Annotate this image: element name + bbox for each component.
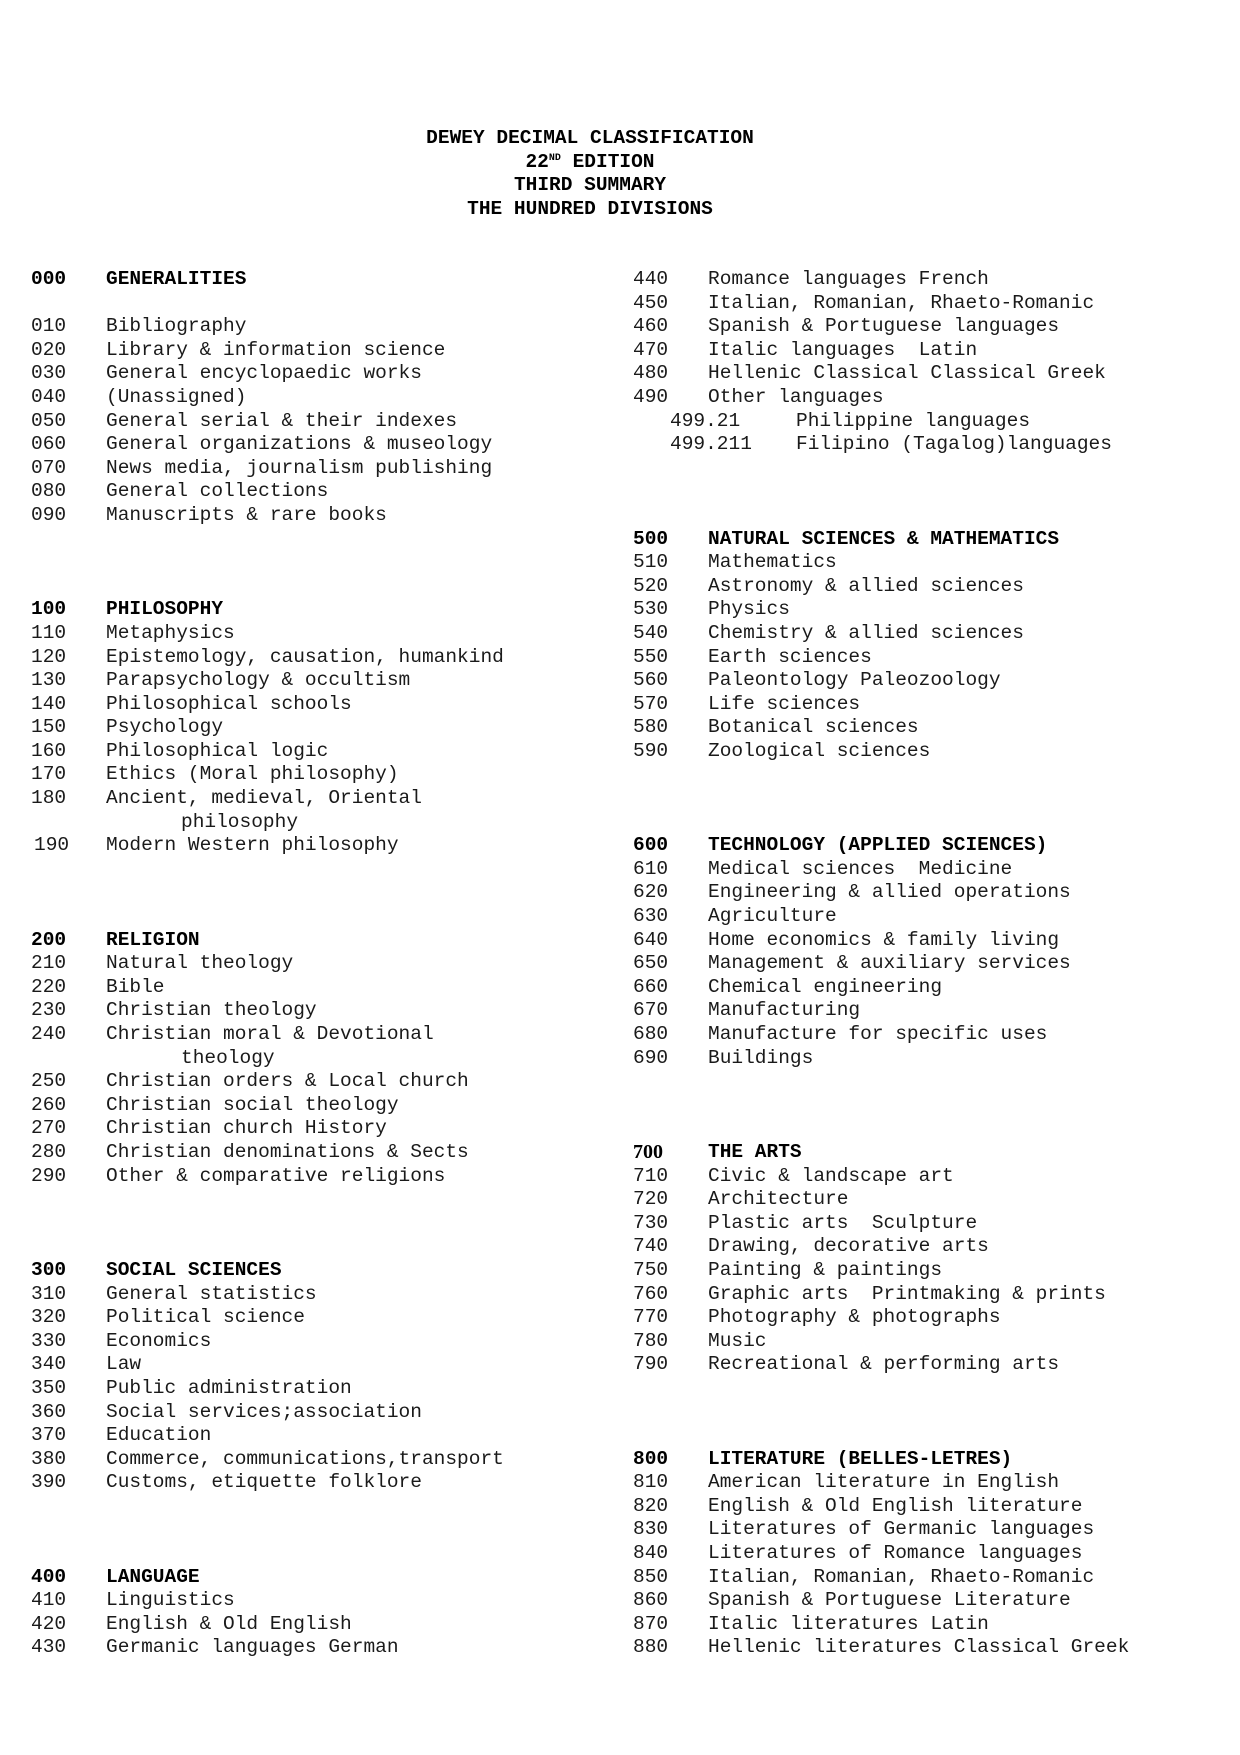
division-label: Astronomy & allied sciences (708, 574, 1024, 597)
class-code: 170 (31, 763, 67, 786)
class-code: 220 (31, 975, 67, 998)
division-label: Plastic arts Sculpture (708, 1211, 978, 1234)
class-code: 740 (633, 1235, 669, 1258)
class-code: 320 (31, 1306, 67, 1329)
division-label: Law (106, 1353, 142, 1376)
section-title: RELIGION (106, 928, 200, 951)
division-label: Christian social theology (106, 1093, 399, 1116)
division-label: Physics (708, 598, 790, 621)
class-code: 310 (31, 1282, 67, 1305)
class-code: 700 (633, 1140, 663, 1163)
division-label: Italic languages Latin (708, 338, 978, 361)
class-code: 290 (31, 1164, 67, 1187)
class-code: 510 (633, 551, 669, 574)
division-label: Literatures of Romance languages (708, 1542, 1083, 1565)
class-code: 490 (633, 385, 669, 408)
class-code: 550 (633, 645, 669, 668)
class-code: 840 (633, 1542, 669, 1565)
division-label: Romance languages French (708, 268, 989, 290)
class-code: 760 (633, 1282, 669, 1305)
class-code: 580 (633, 716, 669, 739)
class-code: 530 (633, 598, 669, 621)
class-code: 350 (31, 1376, 67, 1399)
division-label: Civic & landscape art (708, 1164, 954, 1187)
division-label: Christian theology (106, 999, 317, 1022)
title-line-1: DEWEY DECIMAL CLASSIFICATION (426, 127, 754, 149)
class-code: 570 (633, 692, 669, 715)
class-code: 030 (31, 362, 67, 385)
division-label: Spanish & Portuguese languages (708, 315, 1060, 338)
class-code: 440 (633, 268, 669, 290)
division-label: News media, journalism publishing (106, 456, 493, 479)
class-code: 810 (633, 1471, 669, 1494)
class-code: 520 (633, 574, 669, 597)
division-label: Germanic languages German (106, 1636, 399, 1659)
class-code: 090 (31, 503, 67, 526)
class-code: 600 (633, 834, 669, 857)
class-code: 210 (31, 952, 67, 975)
division-label: Bible (106, 975, 165, 998)
division-label: English & Old English literature (708, 1494, 1083, 1517)
class-code: 280 (31, 1140, 67, 1163)
division-label: Political science (106, 1306, 305, 1329)
class-code: 470 (633, 338, 669, 361)
class-code: 650 (633, 952, 669, 975)
division-label: General encyclopaedic works (106, 362, 422, 385)
section-title: PHILOSOPHY (106, 598, 224, 621)
division-label: Home economics & family living (708, 928, 1060, 951)
class-code: 830 (633, 1518, 669, 1541)
class-code: 400 (31, 1565, 67, 1588)
class-code: 820 (633, 1494, 669, 1517)
division-label: Public administration (106, 1376, 352, 1399)
class-code: 800 (633, 1447, 669, 1470)
section-title: SOCIAL SCIENCES (106, 1258, 282, 1281)
division-label: Recreational & performing arts (708, 1353, 1060, 1376)
class-code: 160 (31, 739, 67, 762)
division-label: Social services;association (106, 1400, 422, 1423)
class-code: 790 (633, 1353, 669, 1376)
class-code: 500 (633, 527, 669, 550)
division-label: Customs, etiquette folklore (106, 1471, 422, 1494)
class-code: 590 (633, 739, 669, 762)
class-code: 110 (31, 621, 67, 644)
division-label: Bibliography (106, 315, 247, 338)
class-code: 630 (633, 905, 669, 928)
division-label: Botanical sciences (708, 716, 919, 739)
class-code: 230 (31, 999, 67, 1022)
class-code: 420 (31, 1612, 67, 1635)
division-label: Christian denominations & Sects (106, 1140, 469, 1163)
division-label: Spanish & Portuguese Literature (708, 1589, 1071, 1612)
division-label: General statistics (106, 1282, 317, 1305)
class-code: 250 (31, 1070, 67, 1093)
division-label: Agriculture (708, 905, 837, 928)
division-label: Commerce, communications,transport (106, 1447, 504, 1470)
division-label: American literature in English (708, 1471, 1060, 1494)
section-title: GENERALITIES (106, 268, 247, 290)
division-label: Filipino (Tagalog)languages (796, 433, 1112, 456)
division-label: Paleontology Paleozoology (708, 669, 1001, 692)
class-code: 130 (31, 669, 67, 692)
division-label: Economics (106, 1329, 212, 1352)
class-code: 150 (31, 716, 67, 739)
division-label: Manuscripts & rare books (106, 503, 387, 526)
class-code: 450 (633, 291, 669, 314)
division-label: Hellenic literatures Classical Greek (708, 1636, 1130, 1659)
edition-superscript: ND (548, 152, 561, 164)
class-code: 480 (633, 362, 669, 385)
class-code: 300 (31, 1258, 67, 1281)
class-code: 360 (31, 1400, 67, 1423)
division-label: Ancient, medieval, Oriental (106, 787, 422, 810)
division-label: Parapsychology & occultism (106, 669, 411, 692)
division-label: General collections (106, 480, 329, 503)
division-label: Zoological sciences (708, 739, 931, 762)
division-label: Natural theology (106, 952, 294, 975)
division-label: Other & comparative religions (106, 1164, 446, 1187)
class-code: 680 (633, 1023, 669, 1045)
division-label: Ethics (Moral philosophy) (106, 763, 399, 786)
section-title: THE ARTS (708, 1140, 802, 1163)
division-label: Mathematics (708, 551, 837, 574)
section-title: LITERATURE (BELLES-LETRES) (708, 1447, 1013, 1470)
class-code: 070 (31, 456, 67, 479)
class-code: 040 (31, 385, 67, 408)
division-label: Painting & paintings (708, 1258, 943, 1281)
section-title: NATURAL SCIENCES & MATHEMATICS (708, 527, 1060, 550)
division-label: Management & auxiliary services (708, 952, 1071, 975)
document-title-block (0, 127, 1180, 221)
division-label: Philippine languages (796, 409, 1031, 432)
division-label: Hellenic Classical Classical Greek (708, 362, 1106, 385)
class-code: 370 (31, 1424, 67, 1447)
class-code: 120 (31, 645, 67, 668)
class-code: 050 (31, 409, 67, 432)
division-label: Psychology (106, 716, 224, 739)
class-code: 750 (633, 1258, 669, 1281)
division-label: Linguistics (106, 1589, 235, 1612)
class-code: 730 (633, 1211, 669, 1234)
division-label: Literatures of Germanic languages (708, 1518, 1095, 1541)
class-code: 880 (633, 1636, 669, 1659)
division-label: Manufacture for specific uses (708, 1023, 1048, 1045)
division-label: Chemical engineering (708, 975, 943, 998)
division-label: Library & information science (106, 338, 446, 361)
class-code: 080 (31, 480, 67, 503)
title-edition-line (0, 151, 1180, 175)
division-label: Graphic arts Printmaking & prints (708, 1282, 1106, 1305)
division-label: Philosophical schools (106, 692, 352, 715)
class-code: 010 (31, 315, 67, 338)
class-code: 780 (633, 1329, 669, 1352)
division-label: Medical sciences Medicine (708, 857, 1013, 880)
division-label: General organizations & museology (106, 433, 493, 456)
division-label: Christian orders & Local church (106, 1070, 469, 1093)
division-label: Education (106, 1424, 212, 1447)
continuation-text: philosophy (181, 810, 299, 833)
edition-number: 22 (525, 150, 549, 173)
class-code: 710 (633, 1164, 669, 1187)
class-code: 499.21 (670, 409, 741, 432)
class-code: 260 (31, 1093, 67, 1116)
class-code: 770 (633, 1306, 669, 1329)
title-line-3: THIRD SUMMARY (513, 174, 667, 197)
class-code: 020 (31, 338, 67, 361)
class-code: 690 (633, 1046, 669, 1069)
title-line-4: THE HUNDRED DIVISIONS (467, 197, 713, 220)
class-code: 499.211 (670, 433, 752, 456)
edition-word: EDITION (560, 150, 655, 173)
class-code: 200 (31, 928, 67, 951)
class-code: 610 (633, 857, 669, 880)
section-title: TECHNOLOGY (APPLIED SCIENCES) (708, 834, 1048, 857)
class-code: 870 (633, 1612, 669, 1635)
division-label: Manufacturing (708, 999, 861, 1022)
division-label: Buildings (708, 1046, 814, 1069)
division-label: General serial & their indexes (106, 409, 458, 432)
class-code: 640 (633, 928, 669, 951)
division-label: Italian, Romanian, Rhaeto-Romanic (708, 1565, 1095, 1588)
class-code: 560 (633, 669, 669, 692)
class-code: 380 (31, 1447, 67, 1470)
division-label: Philosophical logic (106, 739, 329, 762)
continuation-text: theology (181, 1046, 275, 1069)
class-code: 460 (633, 315, 669, 338)
class-code: 670 (633, 999, 669, 1022)
section-title: LANGUAGE (106, 1565, 200, 1588)
division-label: Italian, Romanian, Rhaeto-Romanic (708, 291, 1095, 314)
class-code: 340 (31, 1353, 67, 1376)
class-code: 390 (31, 1471, 67, 1494)
division-label: Life sciences (708, 692, 861, 715)
class-code: 850 (633, 1565, 669, 1588)
division-label: Chemistry & allied sciences (708, 621, 1024, 644)
class-code: 100 (31, 598, 67, 621)
class-code: 430 (31, 1636, 67, 1659)
division-label: Metaphysics (106, 621, 235, 644)
class-code: 540 (633, 621, 669, 644)
class-code: 660 (633, 975, 669, 998)
division-label: Architecture (708, 1188, 849, 1211)
division-label: Photography & photographs (708, 1306, 1001, 1329)
class-code: 240 (31, 1023, 67, 1045)
division-label: Epistemology, causation, humankind (106, 645, 504, 668)
class-code: 000 (31, 268, 67, 290)
division-label: Italic literatures Latin (708, 1612, 989, 1635)
class-code: 410 (31, 1589, 67, 1612)
division-label: Christian moral & Devotional (106, 1023, 434, 1045)
class-code: 140 (31, 692, 67, 715)
division-label: Modern Western philosophy (106, 834, 399, 857)
division-label: English & Old English (106, 1612, 352, 1635)
class-code: 620 (633, 881, 669, 904)
division-label: (Unassigned) (106, 385, 247, 408)
class-code: 860 (633, 1589, 669, 1612)
division-label: Earth sciences (708, 645, 872, 668)
division-label: Music (708, 1329, 767, 1352)
division-label: Christian church History (106, 1117, 387, 1140)
class-code: 180 (31, 787, 67, 810)
division-label: Engineering & allied operations (708, 881, 1071, 904)
class-code: 720 (633, 1188, 669, 1211)
class-code: 190 (34, 834, 70, 857)
division-label: Drawing, decorative arts (708, 1235, 989, 1258)
division-label: Other languages (708, 385, 884, 408)
class-code: 060 (31, 433, 67, 456)
class-code: 270 (31, 1117, 67, 1140)
class-code: 330 (31, 1329, 67, 1352)
